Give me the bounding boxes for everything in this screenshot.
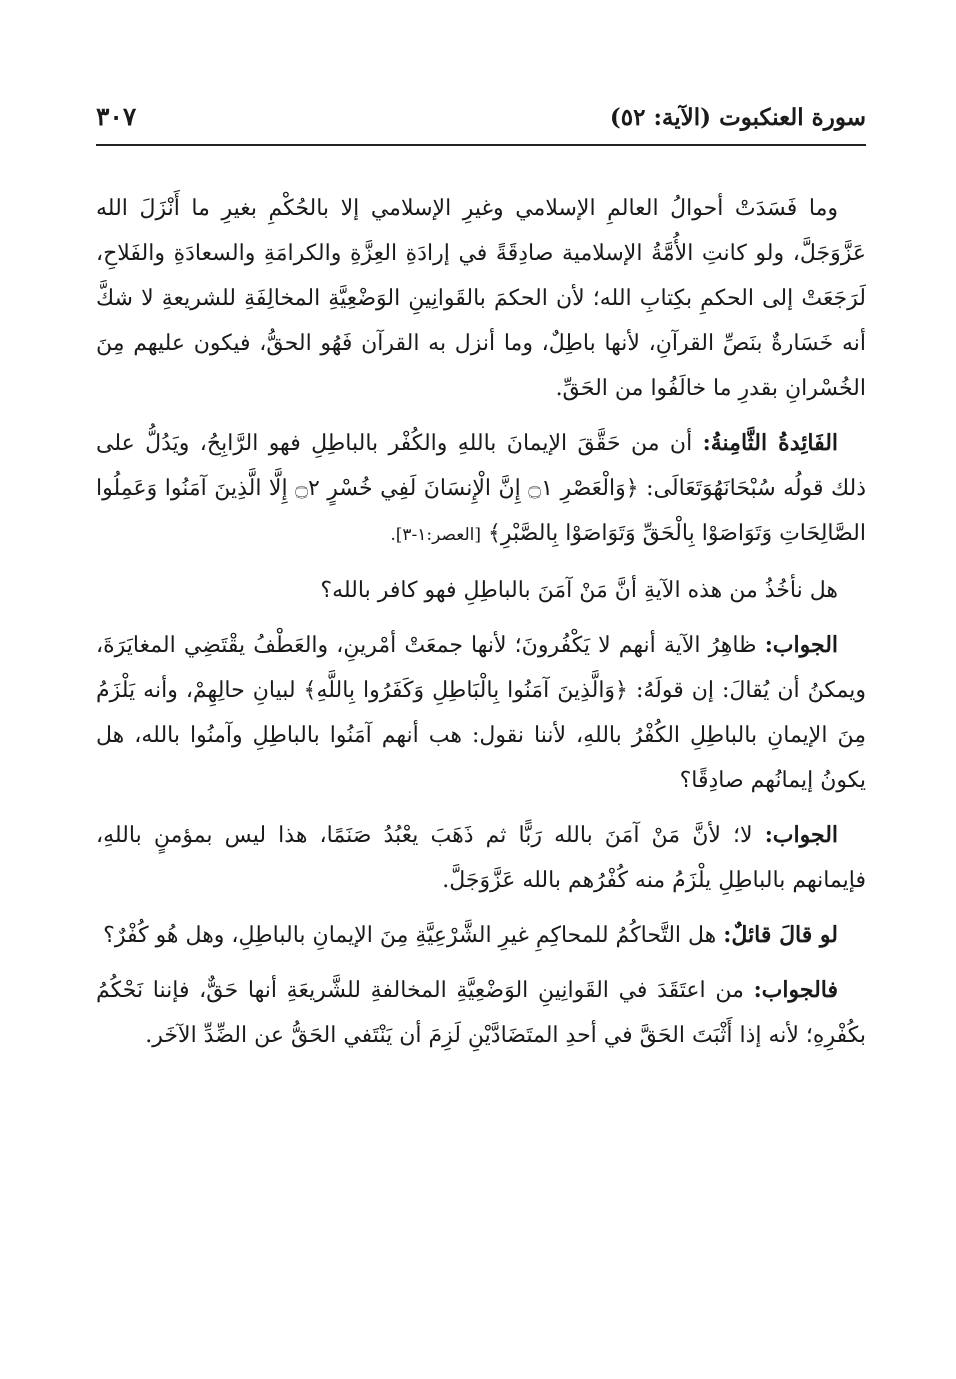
paragraph-question-2	[96, 913, 866, 958]
paragraph-answer-2	[96, 813, 866, 903]
answer-1-label: الجواب:	[764, 632, 839, 658]
question-2-text: هل التَّحاكُمُ للمحاكِمِ غيرِ الشَّرْعِيَّةِ مِنَ الإيمانِ بالباطِلِ، وهل هُو كُفْرٌ؟	[103, 923, 717, 948]
quran-verse-batil: ﴿وَالَّذِينَ آمَنُوا بِالْبَاطِلِ وَكَفَرُوا بِاللَّهِ﴾	[303, 678, 628, 703]
chapter-title: سورة العنكبوت (الآية: ٥٢)	[609, 104, 866, 131]
page-number: ٣٠٧	[96, 102, 137, 131]
header-divider	[96, 144, 866, 146]
answer-1-text-b: لبيانِ حالِهِمْ، وأنه يَلْزَمُ مِنَ الإيمانِ بالباطِلِ الكُفْرُ باللهِ، لأننا نقول: هب أنهم آمَنُوا بالباطِلِ وآمنُوا بالله، هل يكونُ إيمانُهم صادِقًا؟	[96, 678, 866, 793]
paragraph-answer-1	[96, 623, 866, 803]
answer-3-text: من اعتَقَدَ في القَوانِينِ الوَضْعِيَّةِ المخالفةِ للشَّريعَةِ أنها حَقٌّ، فإننا نَحْكُمُ بكُفْرِهِ؛ لأنه إذا أَثْبَتَ الحَقَّ في أحدِ المتَضَادَّيْنِ لَزِمَ أن يَنْتَفي الحَقُّ عن الضِّدِّ الآخَر.	[96, 978, 866, 1048]
answer-2-label: الجواب:	[764, 822, 839, 848]
page-body	[96, 186, 866, 1058]
paragraph-answer-3	[96, 968, 866, 1058]
answer-1-text-a: ظاهِرُ الآية أنهم لا يَكْفُرونَ؛ لأنها جمعَتْ أمْرينِ، والعَطْفُ يقْتَضِي المغايَرَةَ، ويمكنُ أن يُقالَ: إن قولَهُ:	[96, 633, 866, 703]
paragraph-2-label: الفَائِدةُ الثَّامِنةُ:	[702, 430, 839, 456]
paragraph-1: وما فَسَدَتْ أحوالُ العالمِ الإسلامي وغيرِ الإسلامي إلا بالحُكْمِ بغيرِ ما أَنْزَلَ الله عَزَّوَجَلَّ، ولو كانتِ الأُمَّةُ الإسلامية صادِقَةً في إرادَةِ العِزَّةِ والكرامَةِ والسعادَةِ والفَلاحِ، لَرَجَعَتْ إلى الحكمِ بكِتابِ الله؛ لأن الحكمَ بالقَوانِينِ الوَضْعِيَّةِ المخالِفَةِ للشريعةِ لا شكَّ أنه خَسَارةٌ بنَصِّ القرآنِ، لأنها باطِلٌ، وما أنزل به القرآن فَهُو الحقُّ، فيكون عليهم مِنَ الخُسْرانِ بقدرِ ما خالَفُوا من الحَقِّ.	[96, 196, 866, 401]
answer-3-label: فالجواب:	[753, 977, 838, 1003]
paragraph-2	[96, 421, 866, 558]
question-2-label: لو قالَ قائلٌ:	[723, 922, 838, 948]
paragraph-2-text: أن من حَقَّقَ الإيمانَ باللهِ والكُفْر بالباطِلِ فهو الرَّابِحُ، ويَدُلُّ على ذلك قولُه سُبْحَانَهُوَتَعَالَى:	[96, 431, 867, 501]
quran-verse-asr: ﴿وَالْعَصْرِ ۝١ إِنَّ الْإِنسَانَ لَفِي خُسْرٍ ۝٢ إِلَّا الَّذِينَ آمَنُوا وَعَمِلُوا الصَّالِحَاتِ وَتَوَاصَوْا بِالْحَقِّ وَتَوَاصَوْا بِالصَّبْرِ﴾	[96, 476, 866, 546]
verse-reference: [العصر:١-٣].	[390, 525, 481, 545]
answer-2-text: لا؛ لأنَّ مَنْ آمَنَ بالله رَبًّا ثم ذَهَبَ يعْبُدُ صَنَمًا، هذا ليس بمؤمنٍ باللهِ، فإيمانهم بالباطِلِ يلْزَمُ منه كُفْرُهم بالله عَزَّوَجَلَّ.	[96, 823, 866, 893]
question-1: هل نأخُذُ من هذه الآيةِ أنَّ مَنْ آمَنَ بالباطِلِ فهو كافر بالله؟	[320, 578, 838, 603]
page-header	[96, 96, 866, 140]
